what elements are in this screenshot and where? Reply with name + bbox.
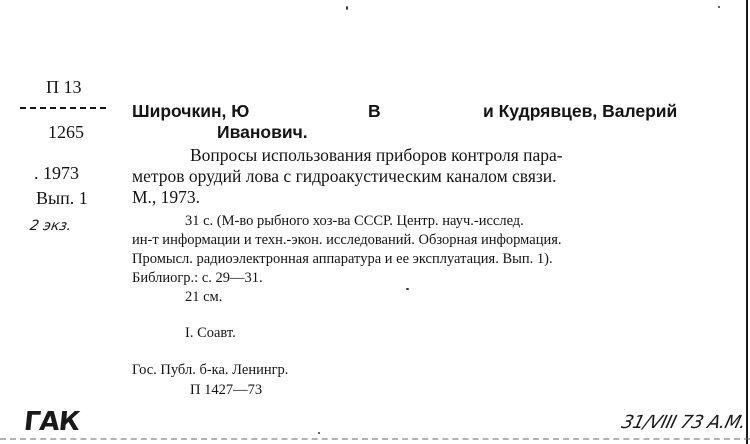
title-line-1: Вопросы использования приборов контроля пара-: [190, 145, 563, 165]
collation-line-4: Библиогр.: с. 29—31.: [132, 270, 263, 286]
scan-speck: [406, 288, 409, 290]
gak-handwritten-mark: ГАК: [22, 407, 81, 437]
card-right-edge: [746, 0, 748, 444]
date-handwritten-note: 31/VIII 73 А.М.: [619, 412, 748, 433]
scan-speck: [318, 432, 320, 434]
shelf-issue: Вып. 1: [36, 188, 88, 208]
scan-speck: [346, 6, 348, 10]
collation-line-3: Промысл. радиоэлектронная аппаратура и ее эксплуатация. Вып. 1).: [132, 251, 553, 267]
collation-line-1: 31 с. (М-во рыбного хоз-ва СССР. Центр. науч.-исслед.: [185, 213, 524, 229]
title-line-3: М., 1973.: [132, 187, 201, 207]
authors-surname-2: и Кудрявцев, Валерий: [483, 101, 678, 121]
title-line-2: метров орудий лова с гидроакустическим каналом связи.: [132, 166, 557, 186]
physical-size: 21 см.: [185, 289, 223, 305]
authors-initial: В: [368, 101, 381, 121]
classmark: П 13: [46, 77, 82, 97]
tracing-coauthor: I. Соавт.: [185, 325, 236, 341]
library-record: П 1427—73: [190, 382, 263, 398]
authors-patronymic: Иванович.: [217, 122, 308, 142]
card-bottom-edge: [0, 438, 750, 440]
scan-speck: [718, 6, 720, 8]
library-name: Гос. Публ. б-ка. Ленингр.: [132, 362, 289, 378]
collation-line-2: ин-т информации и техн.-экон. исследований. Обзорная информация.: [132, 232, 562, 248]
shelf-number: 1265: [48, 122, 84, 142]
authors-surname-1: Широчкин, Ю: [132, 101, 250, 121]
copies-handwritten-note: 2 экз.: [28, 218, 73, 234]
classmark-divider: [20, 107, 106, 109]
shelf-year: . 1973: [34, 163, 79, 183]
